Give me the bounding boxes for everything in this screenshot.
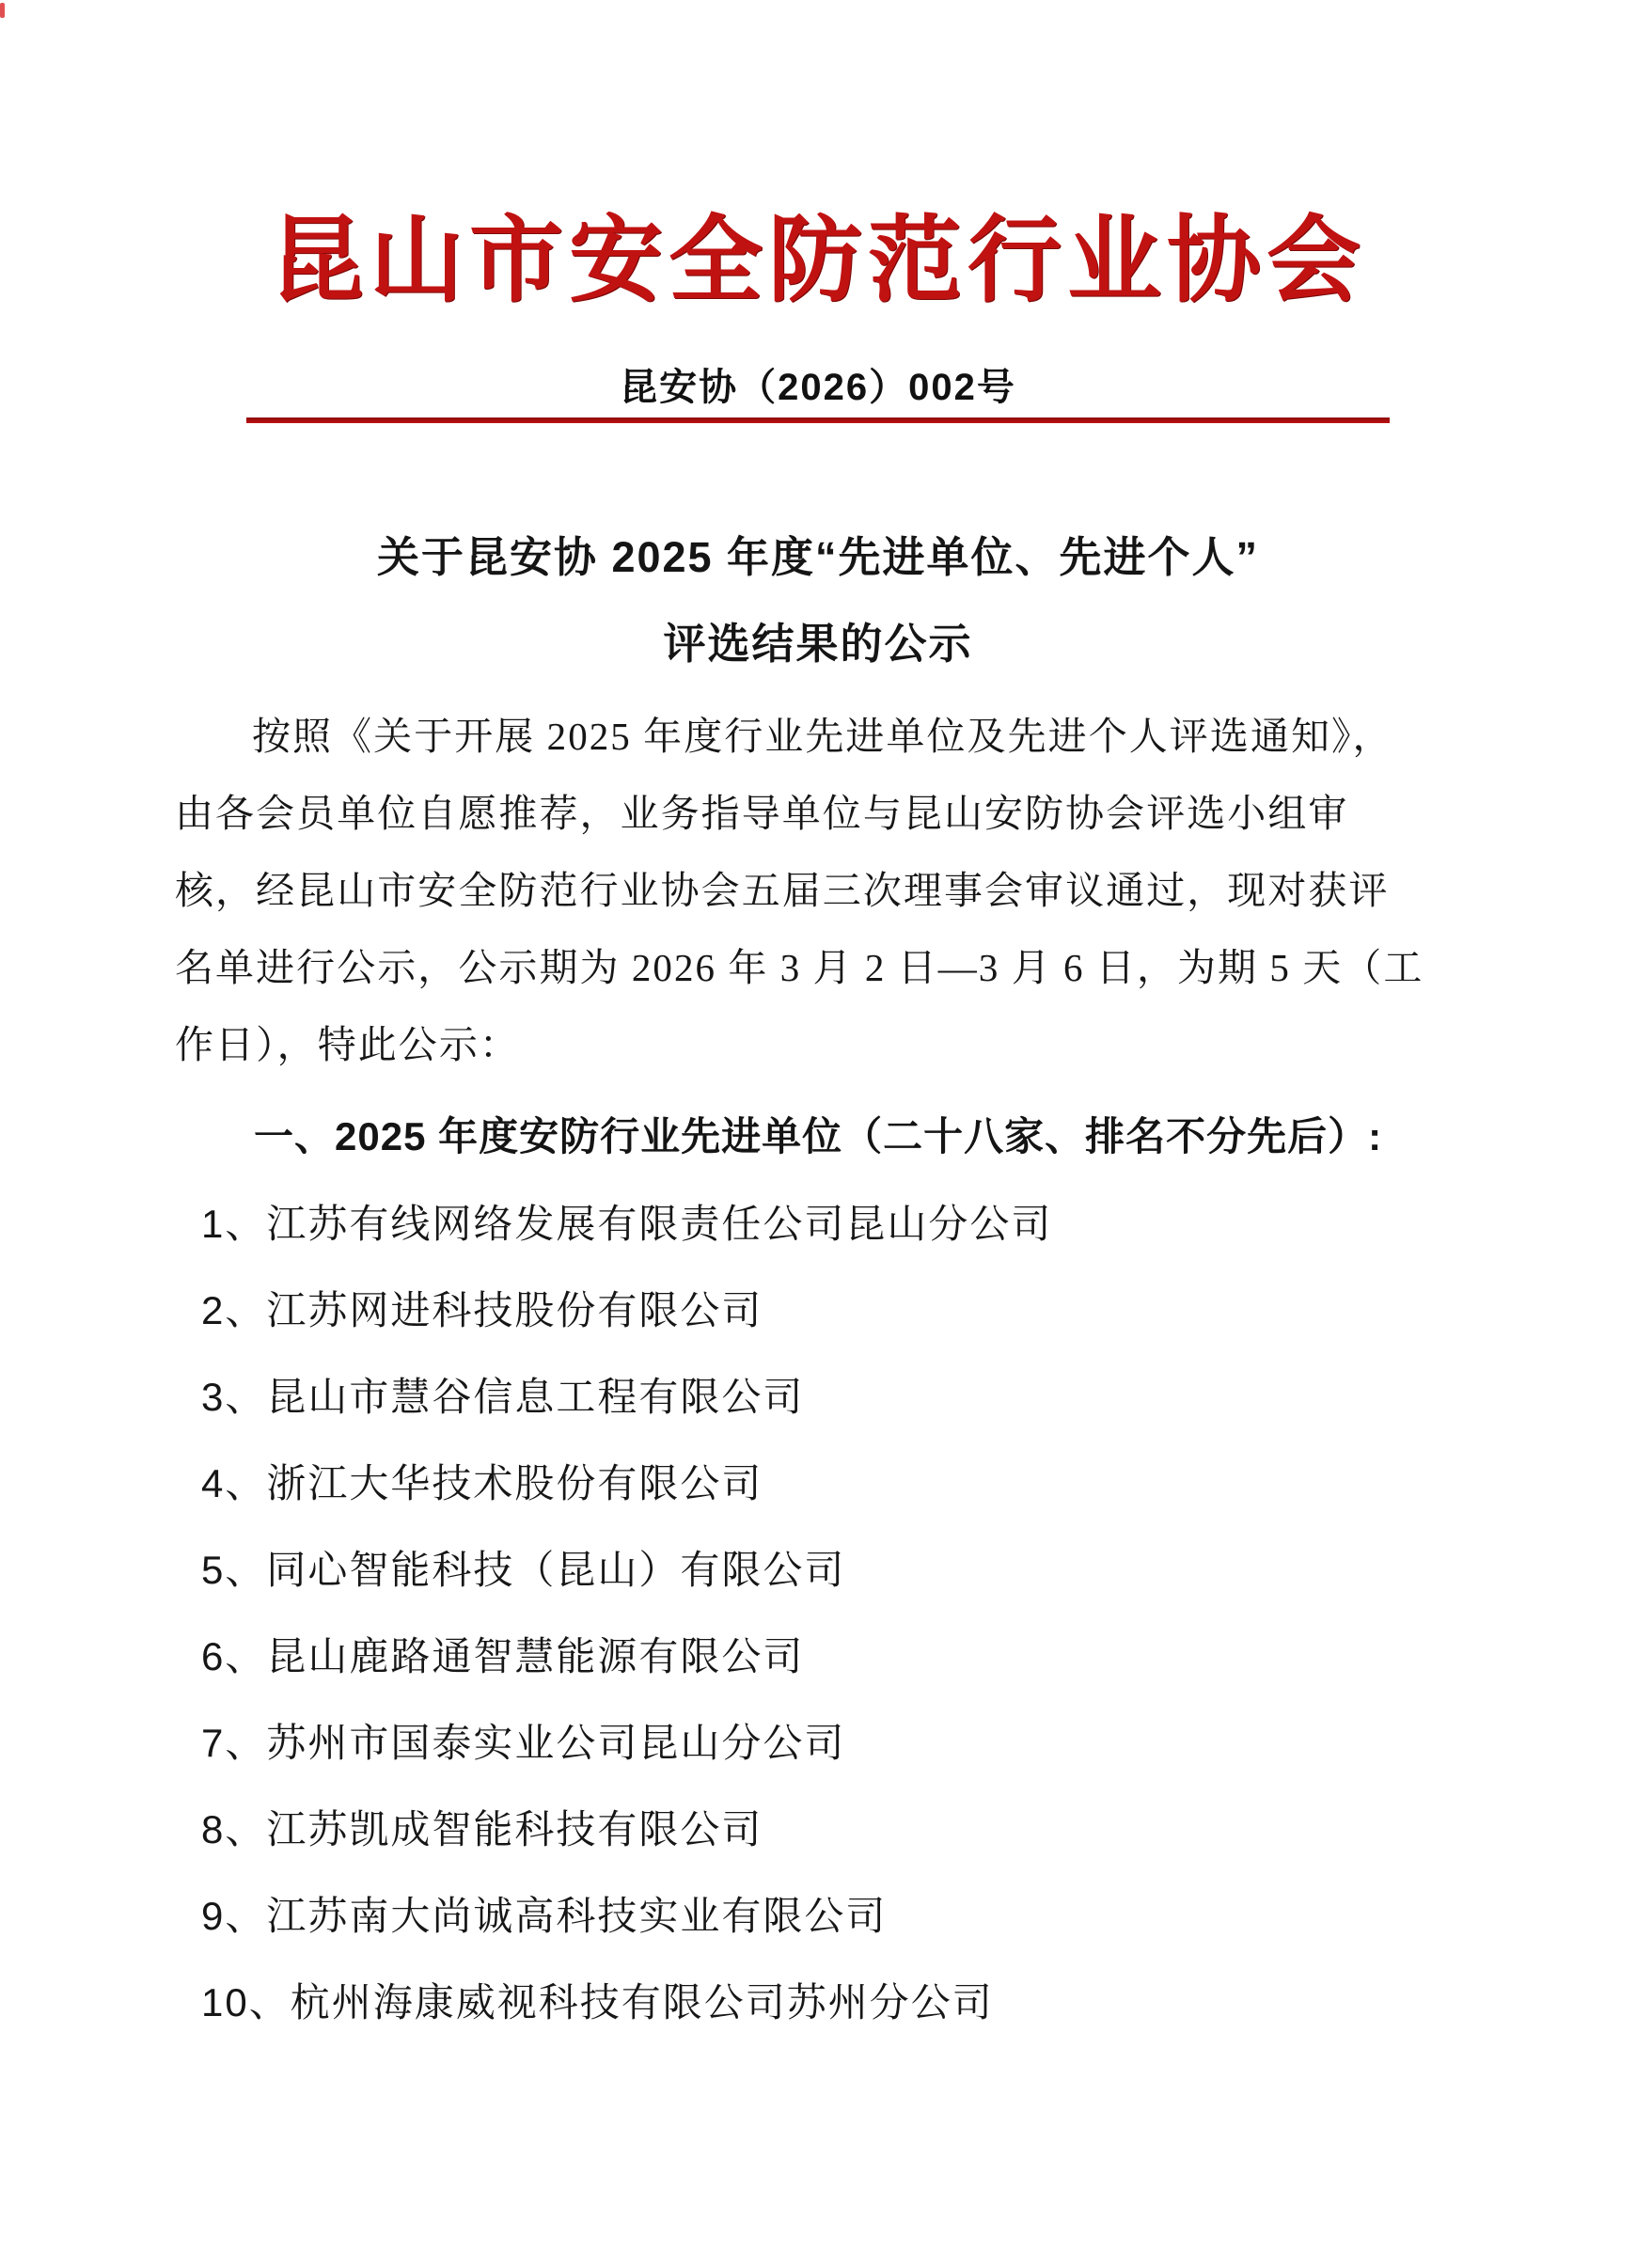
list-item: 3、昆山市慧谷信息工程有限公司 <box>201 1375 805 1419</box>
body-line: 名单进行公示，公示期为 2026 年 3 月 2 日—3 月 6 日，为期 5 天（工 <box>175 946 1424 989</box>
list-item: 7、苏州市国泰实业公司昆山分公司 <box>201 1721 846 1765</box>
advanced-unit-list <box>201 1181 1495 2046</box>
body-line: 核，经昆山市安全防范行业协会五届三次理事会审议通过，现对获评 <box>175 869 1390 912</box>
body-line: 按照《关于开展 2025 年度行业先进单位及先进个人评选通知》， <box>252 715 1393 758</box>
list-item: 8、江苏凯成智能科技有限公司 <box>201 1807 763 1851</box>
list-item: 5、同心智能科技（昆山）有限公司 <box>201 1548 846 1592</box>
scan-artifact-mark <box>0 3 5 18</box>
notice-body <box>175 698 1469 1083</box>
body-line: 作日），特此公示： <box>175 1023 520 1066</box>
notice-title-line2: 评选结果的公示 <box>663 620 973 668</box>
list-item: 6、昆山鹿路通智慧能源有限公司 <box>201 1634 805 1678</box>
list-item: 4、浙江大华技术股份有限公司 <box>201 1461 763 1505</box>
list-item: 10、杭州海康威视科技有限公司苏州分公司 <box>201 1980 994 2024</box>
document-number: 昆安协（2026）002号 <box>620 367 1016 408</box>
body-line: 由各会员单位自愿推荐，业务指导单位与昆山安防协会评选小组审 <box>175 792 1349 835</box>
list-item: 1、江苏有线网络发展有限责任公司昆山分公司 <box>201 1202 1053 1246</box>
list-item: 9、江苏南大尚诚高科技实业有限公司 <box>201 1894 888 1938</box>
list-item: 2、江苏网进科技股份有限公司 <box>201 1288 763 1332</box>
red-divider-rule <box>246 417 1390 423</box>
notice-title-line1: 关于昆安协 2025 年度“先进单位、先进个人” <box>376 533 1260 581</box>
section-heading-advanced-units: 一、2025 年度安防行业先进单位（二十八家、排名不分先后）: <box>254 1114 1383 1158</box>
organization-title: 昆山市安全防范行业协会 <box>270 209 1366 313</box>
